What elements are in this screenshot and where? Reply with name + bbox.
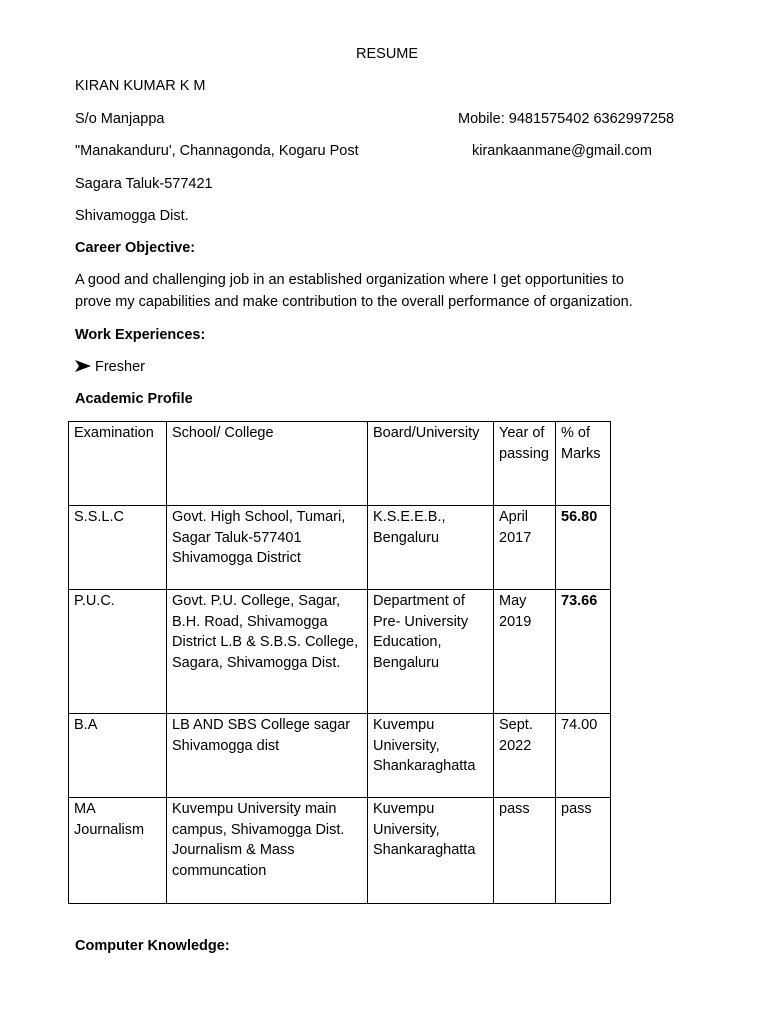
table-row xyxy=(69,506,611,590)
career-objective-heading: Career Objective: xyxy=(75,240,196,256)
cell-board: Kuvempu University, Shankaraghatta xyxy=(368,798,494,904)
cell-exam: P.U.C. xyxy=(69,590,167,714)
header-board-university: Board/University xyxy=(368,422,494,506)
header-year-of-passing: Year of passing xyxy=(494,422,556,506)
career-objective-line-2: prove my capabilities and make contribution to the overall performance of organization. xyxy=(75,294,633,310)
address-line-parent: S/o Manjappa xyxy=(75,111,165,127)
cell-school: LB AND SBS College sagar Shivamogga dist xyxy=(167,714,368,798)
cell-board: K.S.E.E.B., Bengaluru xyxy=(368,506,494,590)
address-line-taluk: Sagara Taluk-577421 xyxy=(75,176,213,192)
email-address: kirankaanmane@gmail.com xyxy=(472,143,652,159)
academic-profile-table xyxy=(68,421,611,904)
table-row xyxy=(69,590,611,714)
career-objective-line-1: A good and challenging job in an established organization where I get opportunities to xyxy=(75,272,624,288)
cell-marks: pass xyxy=(556,798,611,904)
cell-year: Sept. 2022 xyxy=(494,714,556,798)
table-row xyxy=(69,714,611,798)
cell-year: April 2017 xyxy=(494,506,556,590)
cell-marks: 73.66 xyxy=(556,590,611,714)
cell-year: pass xyxy=(494,798,556,904)
header-examination: Examination xyxy=(69,422,167,506)
work-experience-heading: Work Experiences: xyxy=(75,327,206,343)
academic-profile-heading: Academic Profile xyxy=(75,391,193,407)
cell-marks: 74.00 xyxy=(556,714,611,798)
cell-marks: 56.80 xyxy=(556,506,611,590)
mobile-number: Mobile: 9481575402 6362997258 xyxy=(458,111,675,127)
cell-school: Govt. P.U. College, Sagar, B.H. Road, Shivamogga District L.B & S.B.S. College, Sagara, Shivamogga Dist. xyxy=(167,590,368,714)
table-header-row xyxy=(69,422,611,506)
candidate-name: KIRAN KUMAR K M xyxy=(75,78,206,94)
header-percent-marks: % of Marks xyxy=(556,422,611,506)
address-line-district: Shivamogga Dist. xyxy=(75,208,189,224)
work-experience-text: Fresher xyxy=(95,359,145,375)
cell-board: Department of Pre- University Education, Bengaluru xyxy=(368,590,494,714)
header-school-college: School/ College xyxy=(167,422,368,506)
cell-board: Kuvempu University, Shankaraghatta xyxy=(368,714,494,798)
cell-exam: S.S.L.C xyxy=(69,506,167,590)
cell-school: Govt. High School, Tumari, Sagar Taluk-577401 Shivamogga District xyxy=(167,506,368,590)
address-line-house: "Manakanduru', Channagonda, Kogaru Post xyxy=(75,143,359,159)
cell-exam: B.A xyxy=(69,714,167,798)
work-experience-item xyxy=(75,357,145,377)
cell-year: May 2019 xyxy=(494,590,556,714)
table-row xyxy=(69,798,611,904)
cell-exam: MA Journalism xyxy=(69,798,167,904)
arrowhead-bullet-icon xyxy=(75,357,95,377)
resume-title: RESUME xyxy=(356,46,419,62)
computer-knowledge-heading: Computer Knowledge: xyxy=(75,938,230,954)
cell-school: Kuvempu University main campus, Shivamogga Dist. Journalism & Mass communcation xyxy=(167,798,368,904)
